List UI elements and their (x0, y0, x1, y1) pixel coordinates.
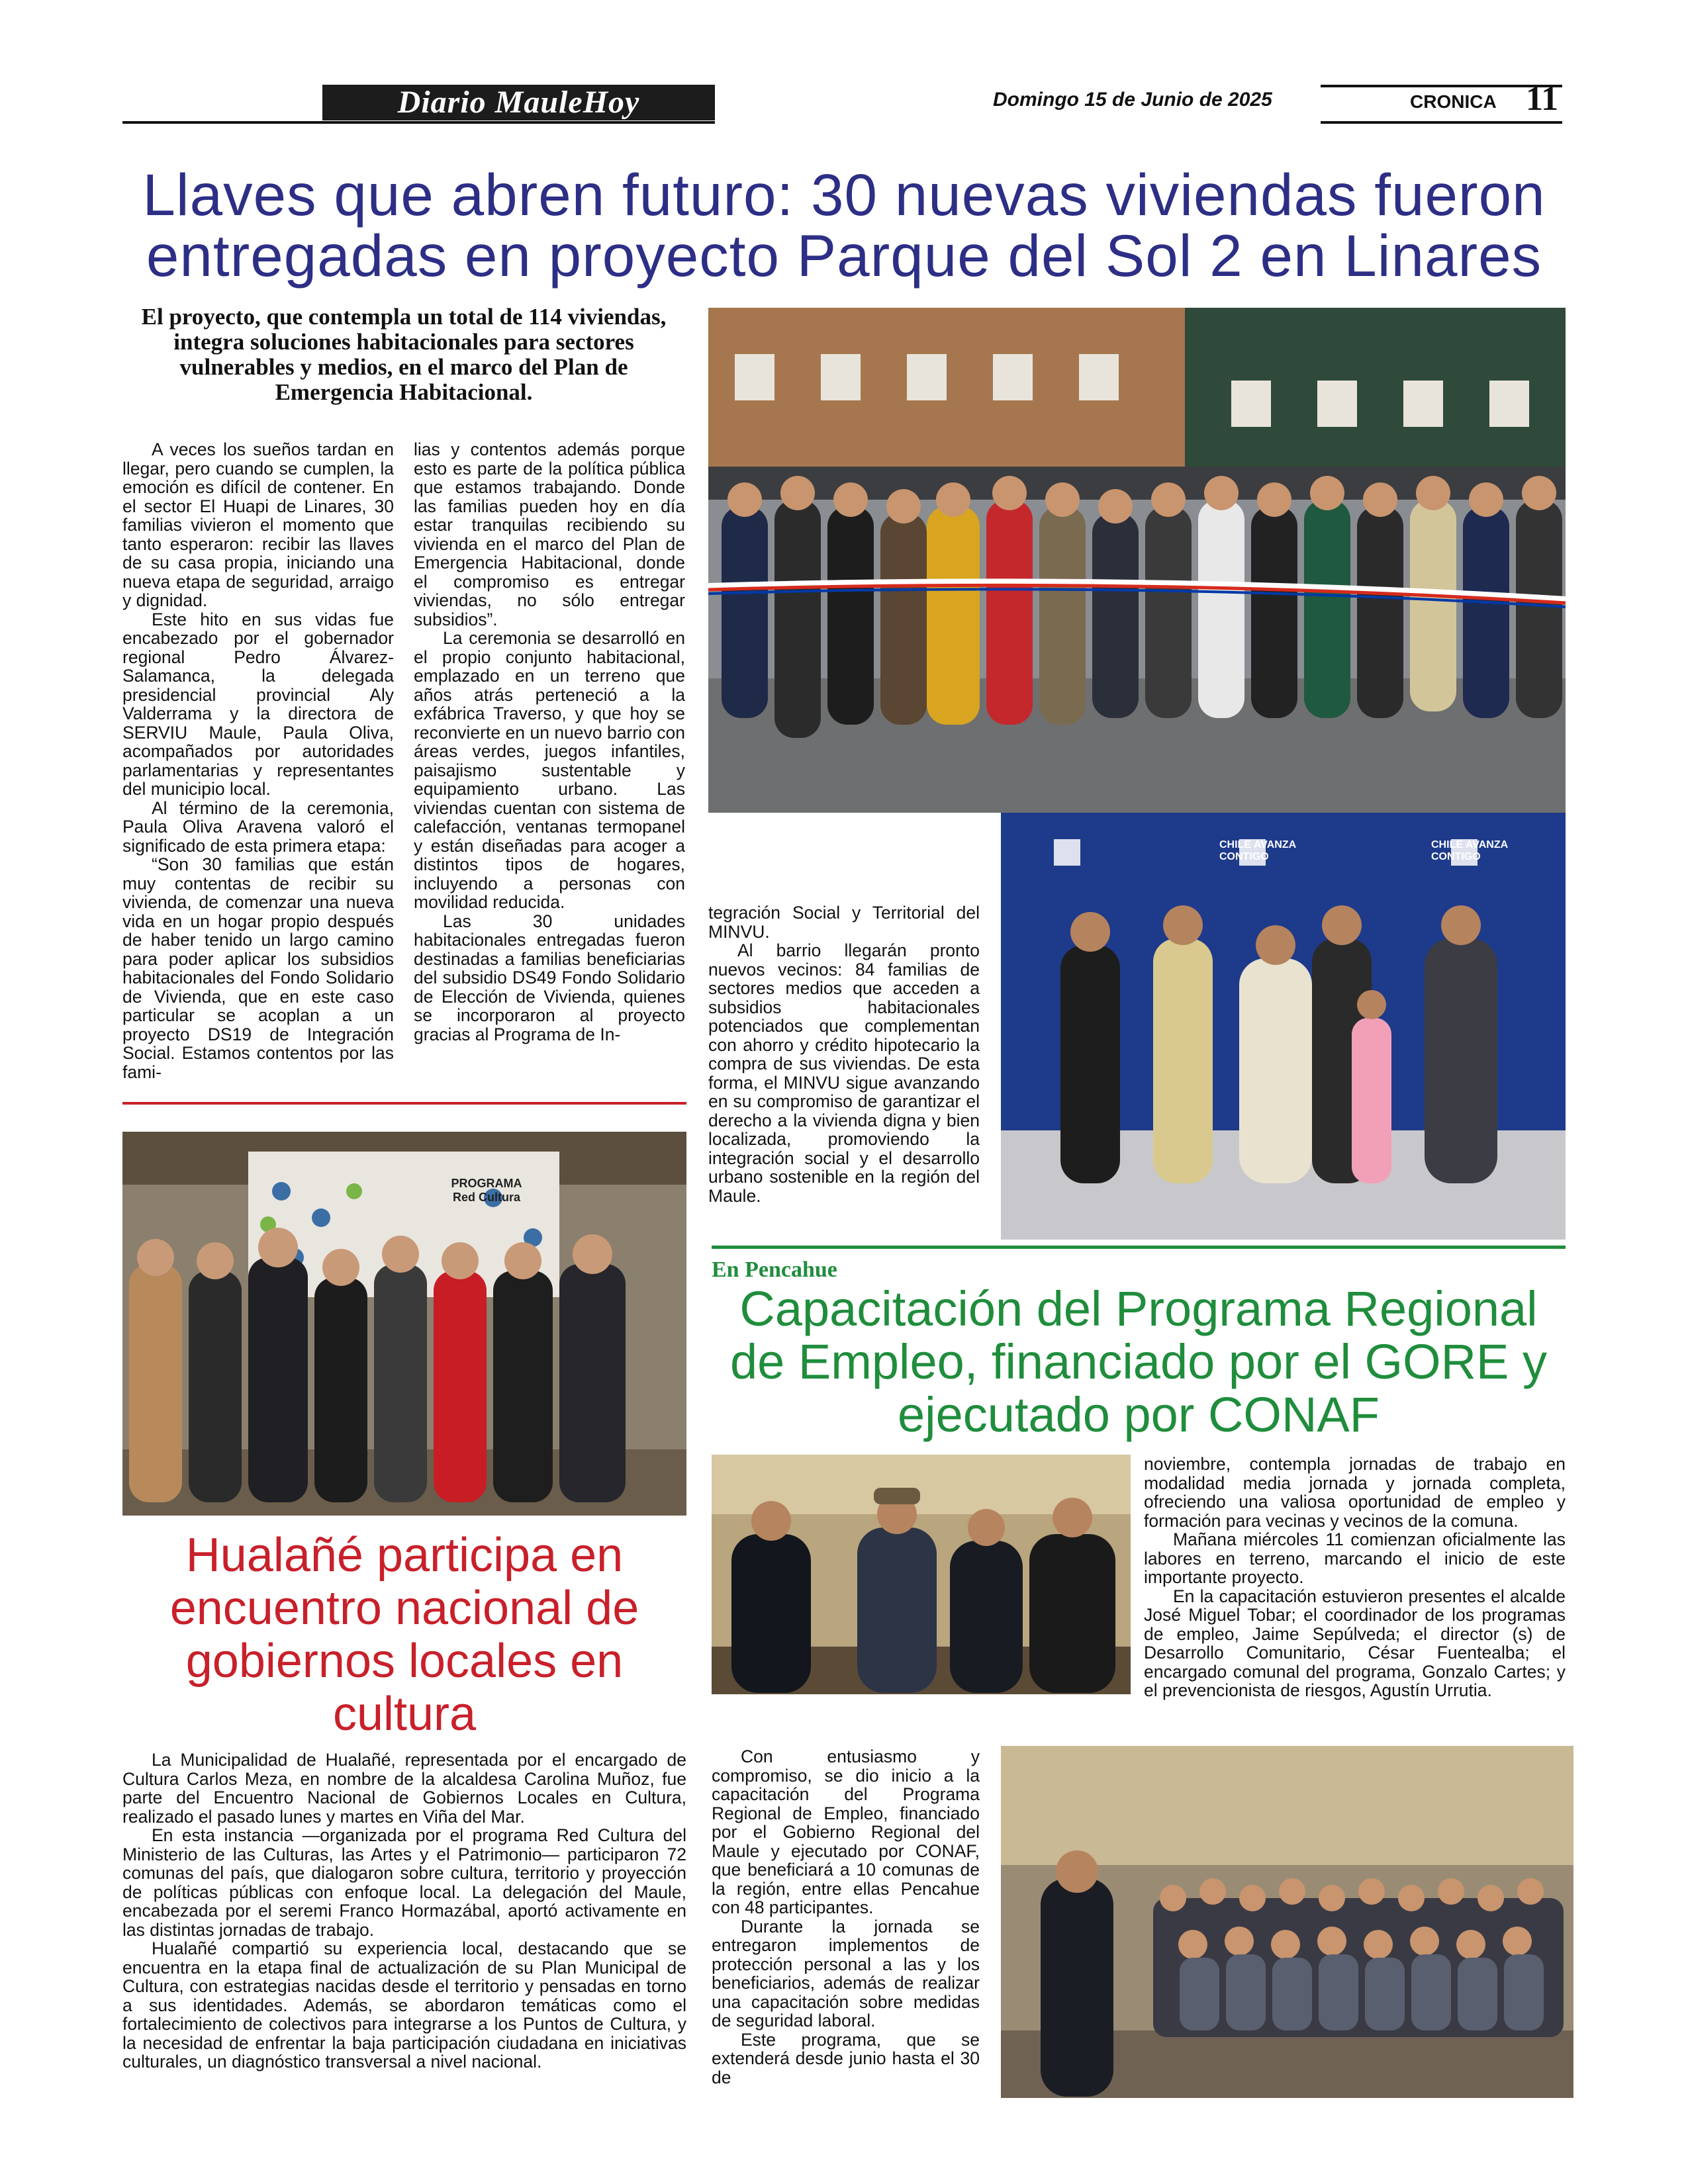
section-divider-red (122, 1102, 686, 1105)
paragraph: Al término de la ceremonia, Paula Oliva Aravena valoró el significado de esta primera etapa: (122, 797, 394, 856)
header-rule-right-bottom (1321, 121, 1562, 124)
paragraph: Mañana miércoles 11 comienzan oficialmente las labores en terreno, marcando el inicio de este importante proyecto. (1144, 1529, 1566, 1587)
page-number: 11 (1526, 80, 1559, 118)
paragraph: La Municipalidad de Hualañé, representada por el encargado de Cultura Carlos Meza, en nombre de la alcaldesa Carolina Muñoz, fue parte del Encuentro Nacional de Gobiernos Locales en Cultura, realizado el pasado lunes y martes en Viña del Mar. (122, 1750, 686, 1827)
main-col-3 (708, 903, 980, 1205)
main-col-2 (414, 440, 685, 1044)
header-rule-left (122, 121, 715, 124)
main-headline: Llaves que abren futuro: 30 nuevas viviendas fueron entregadas en proyecto Parque del Sol 2 en Linares (142, 161, 1546, 289)
pencahue-kicker: En Pencahue (712, 1257, 837, 1282)
pencahue-left-col (712, 1747, 980, 2087)
paragraph: A veces los sueños tardan en llegar, pero cuando se cumplen, la emoción es difícil de contener. En el sector El Huapi de Linares, 30 familias vivieron el momento que tanto esperaron: recibir las llaves de su casa propia, iniciando una nueva etapa de seguridad, arraigo y dignidad. (122, 439, 394, 610)
families-keys-photo (1001, 813, 1566, 1240)
backdrop-label: CHILE AVANZA CONTIGO (1219, 839, 1296, 862)
paragraph: tegración Social y Territorial del MINVU. (708, 903, 980, 942)
paragraph: noviembre, contempla jornadas de trabajo en modalidad media jornada y jornada completa, ofreciendo una valiosa oportunidad de empleo y formación para vecinas y vecinos de la comuna. (1144, 1454, 1566, 1531)
section-label: CRONICA (1410, 91, 1497, 112)
paragraph: La ceremonia se desarrolló en el propio conjunto habitacional, emplazado en un terreno que años atrás perteneció a la exfábrica Traverso, y que hoy se reconvierte en un nuevo barrio con áreas verdes, juegos infantiles, paisajismo sustentable y equipamiento urbano. Las viviendas cuentan con sistema de calefacción, ventanas termopanel y están diseñadas para acoger a distintos tipos de hogares, incluyendo a personas con movilidad reducida. (414, 628, 685, 912)
issue-date: Domingo 15 de Junio de 2025 (993, 89, 1272, 111)
conaf-group-photo (712, 1455, 1131, 1694)
pencahue-headline: Capacitación del Programa Regional de Empleo, financiado por el GORE y ejecutado por CONAF (730, 1281, 1547, 1442)
backdrop-label: CHILE AVANZA CONTIGO (1431, 839, 1508, 862)
paragraph: Las 30 unidades habitacionales entregadas fueron destinadas a familias beneficiarias del subsidio DS49 Fondo Solidario de Elección de Vivienda, quienes se incorporaron al proyecto gracias al Programa de In- (414, 911, 685, 1044)
hualane-headline: Hualañé participa en encuentro nacional de gobiernos locales en cultura (169, 1529, 639, 1741)
ribbon-cutting-photo (708, 308, 1566, 813)
section-divider-green (712, 1246, 1566, 1249)
paragraph: Con entusiasmo y compromiso, se dio inicio a la capacitación del Programa Regional de Empleo, financiado por el Gobierno Regional del Maule y ejecutado por CONAF, que beneficiará a 10 comunas de la región, entre ellas Pencahue con 48 participantes. (712, 1747, 980, 1917)
paragraph: En esta instancia —organizada por el programa Red Cultura del Ministerio de las Culturas, las Artes y el Patrimonio— participaron 72 comunas del país, que dialogaron sobre cultura, territorio y proyección de políticas públicas con enfoque local. La delegación del Maule, encabezada por el seremi Franco Hormazábal, aportó activamente en las distintas jornadas de trabajo. (122, 1825, 686, 1940)
banner-label: PROGRAMA Red Cultura (451, 1177, 522, 1204)
training-audience-photo (1001, 1746, 1573, 2098)
paragraph: Este hito en sus vidas fue encabezado por el gobernador regional Pedro Álvarez-Salamanca, la delegada presidencial provincial Aly Valderrama y la directora de SERVIU Maule, Paula Oliva, acompañados por autoridades parlamentarias y representantes del municipio local. (122, 609, 394, 799)
paragraph: Hualañé compartió su experiencia local, destacando que se encuentra en la etapa final de actualización de su Plan Municipal de Cultura, con estrategias nacidas desde el territorio y pensadas en torno a sus identidades. Además, se abordaron temáticas como el fortalecimiento de colectivos para integrarse a los Puntos de Cultura, y la necesidad de enfrentar la baja participación ciudadana en iniciativas culturales, un diagnóstico transversal a nivel nacional. (122, 1938, 686, 2071)
pencahue-right-col (1144, 1455, 1566, 1700)
paragraph: En la capacitación estuvieron presentes el alcalde José Miguel Tobar; el coordinador de los programas de empleo, Jaime Sepúlveda; el director (s) de Desarrollo Comunitario, César Fuentealba; el encargado comunal del programa, Gonzalo Cartes; y el prevencionista de riesgos, Agustín Urrutia. (1144, 1586, 1566, 1700)
paragraph: lias y contentos además porque esto es parte de la política pública que estamos trabajando. Donde las familias pueden hoy en día estar tranquilas recibiendo su vivienda en el marco del Plan de Emergencia Habitacional, donde el compromiso es entregar viviendas, no sólo entregar subsidios”. (414, 439, 685, 629)
hualane-body (122, 1751, 686, 2071)
main-col-1 (122, 440, 394, 1081)
paragraph: Al barrio llegarán pronto nuevos vecinos: 84 familias de sectores medios que acceden a subsidios habitacionales potenciados que complementan con ahorro y crédito hipotecario la compra de sus viviendas. De esta forma, el MINVU sigue avanzando en su compromiso de garantizar el derecho a la vivienda digna y bien localizada, promoviendo la integración social y el desarrollo urbano sostenible en la región del Maule. (708, 940, 980, 1206)
main-deck: El proyecto, que contempla un total de 114 viviendas, integra soluciones habitacionales para sectores vulnerables y medios, en el marco del Plan de Emergencia Habitacional. (141, 304, 667, 405)
paragraph: “Son 30 familias que están muy contentas de recibir su vivienda, de comenzar una nueva vida en un hogar propio después de haber tenido un largo camino para poder aplicar los subsidios habitacionales del Fondo Solidario de Vivienda, que en este caso particular se acoplan a un proyecto DS19 de Integración Social. Estamos contentos por las fami- (122, 854, 394, 1082)
paragraph: Durante la jornada se entregaron implementos de protección personal a las y los beneficiarios, además de realizar una capacitación sobre medidas de seguridad laboral. (712, 1916, 980, 2030)
red-cultura-photo (122, 1132, 686, 1516)
masthead-title: Diario MauleHoy (397, 85, 640, 120)
paragraph: Este programa, que se extenderá desde junio hasta el 30 de (712, 2029, 980, 2087)
